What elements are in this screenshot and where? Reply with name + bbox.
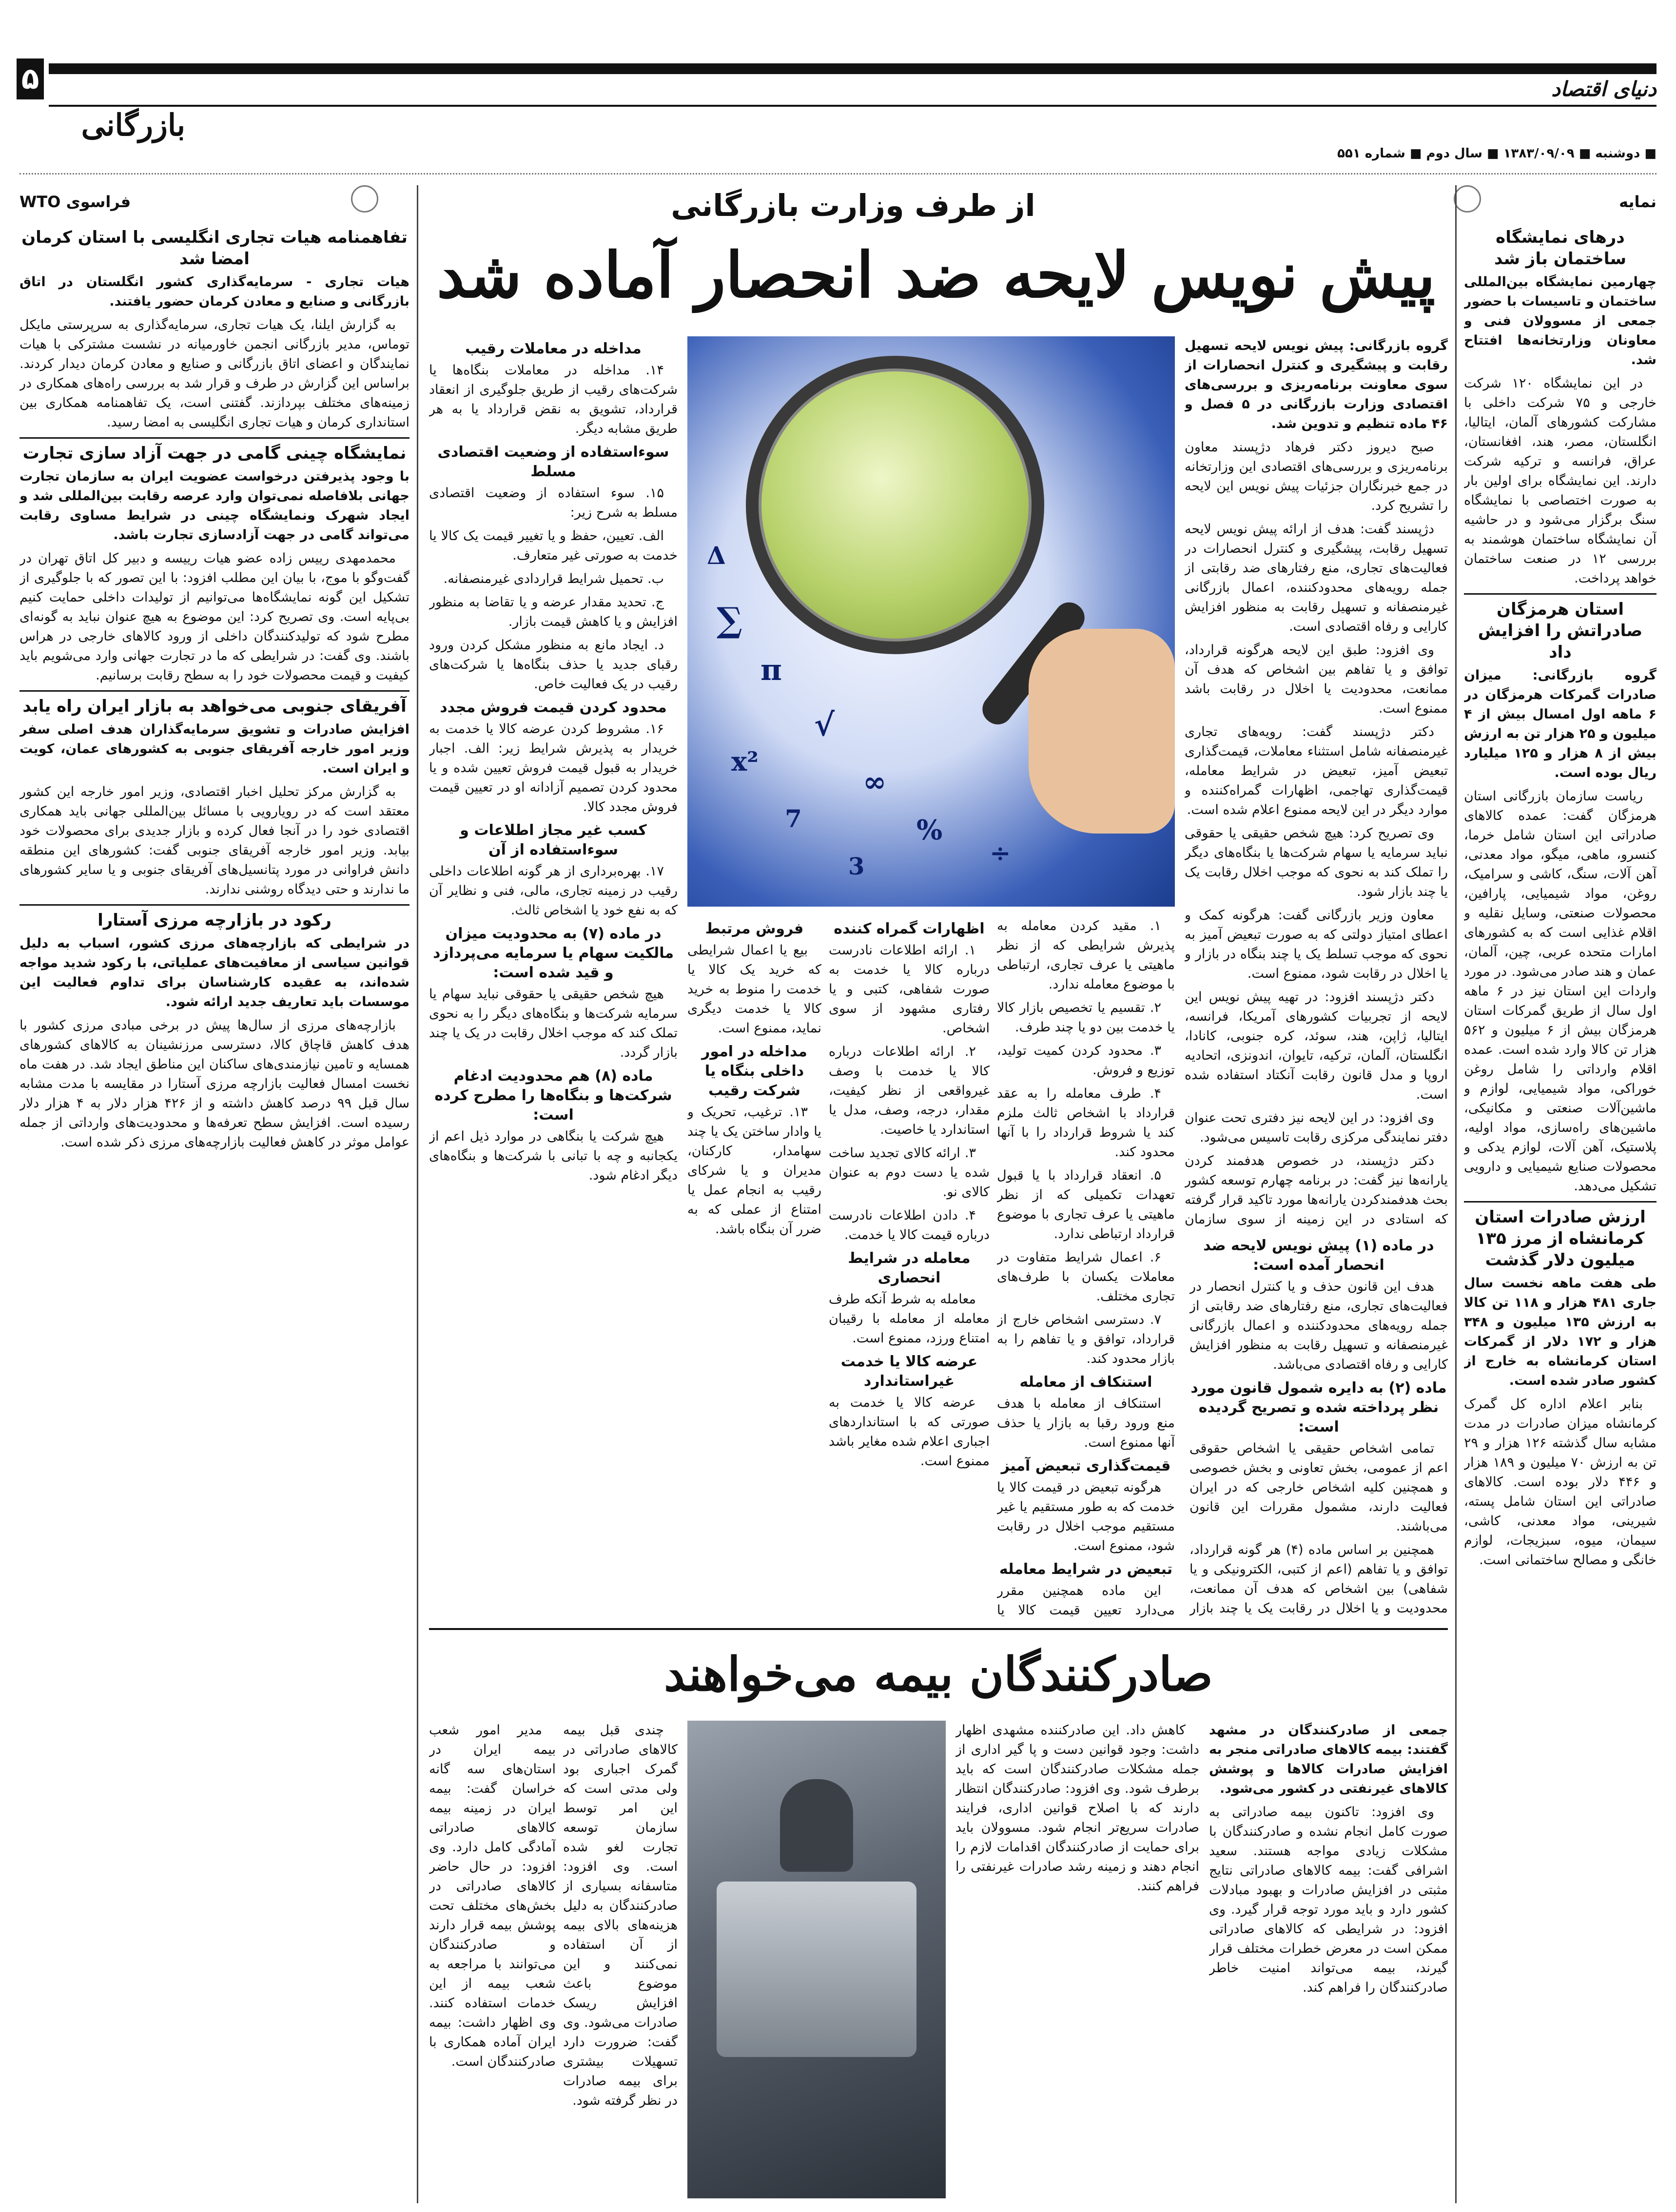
main-col4-head-2: معامله در شرایط انحصاری bbox=[848, 1250, 971, 1286]
main-col5-para-10: هیچ شرکت یا بنگاهی در موارد ذیل اعم از یکجانبه و چه با تبانی با شرکت‌ها و بنگاه‌های دیگر ادغام شود. bbox=[429, 1129, 678, 1183]
main-kicker: از طرف وزارت بازرگانی bbox=[671, 188, 1035, 223]
main-col3-para-6: هرگونه تبعیض در قیمت کالا یا خدمت که به طور مستقیم یا غیر مستقیم موجب اخلال در رقابت شود، ممنوع است. bbox=[997, 1480, 1175, 1553]
main-col2-head-1: در ماده (۱) پیش نویس لایحه ضد انحصار آمده است: bbox=[1203, 1237, 1434, 1274]
main-col5-para-2: ۱۵. سوء استفاده از وضعیت اقتصادی مسلط به شرح زیر: bbox=[429, 485, 678, 520]
main-col3-para-3: ۳. ارائه کالای تجدید ساخت شده یا دست دوم به عنوان کالای نو. bbox=[829, 1145, 990, 1200]
right-news-lead-1: چهارمین نمایشگاه بین‌المللی ساختمان و تاسیسات با حضور جمعی از مسوولان فنی و معاونان وزارتخانه‌ها افتتاح شد. bbox=[1464, 274, 1657, 368]
main-col1-para-4: دکتر دژپسند گفت: رویه‌های تجاری غیرمنصفانه شامل استثناء معاملات، قیمت‌گذاری تبعیض آمیز، تبعیض در شرایط معامله، قیمت‌گذاری تهاجمی، اظهارات گمراه‌کننده و موارد دیگر در این لایحه ممنوع اعلام شده است. bbox=[1185, 724, 1448, 817]
right-news-body-3: بنابر اعلام اداره کل گمرک کرمانشاه میزان صادرات در مدت مشابه سال گذشته ۱۲۶ هزار و ۲۹ تن به ارزش ۷۰ میلیون و ۱۸۹ هزار و ۴۴۶ دلار بوده است. کالاهای صادراتی این استان شامل پسته، شیرینی، مواد معدنی، کاشی، سیمان، میوه، سبزیجات، لوازم خانگی و مصالح ساختمانی است. bbox=[1464, 1397, 1657, 1568]
main-col2-para-8: ۵. انعقاد قرارداد با یا قبول تعهدات تکمیلی که از نظر ماهیتی یا عرف تجاری با موضوع قرارداد ارتباطی ندارد. bbox=[997, 1168, 1175, 1242]
main-article-column-5 bbox=[429, 336, 678, 1618]
left-news-lead-1: هیات تجاری - سرمایه‌گذاری کشور انگلستان در اتاق بازرگانی و صنایع و معادن کرمان حضور یافتند. bbox=[19, 274, 409, 309]
right-news-lead-3: طی هفت ماهه نخست سال جاری ۴۸۱ هزار و ۱۱۸ تن کالا به ارزش ۱۳۵ میلیون و ۳۴۸ هزار و ۱۷۲ دلار از گمرکات استان کرمانشاه به خارج از کشور صادر شده است. bbox=[1464, 1276, 1657, 1388]
main-col1-para-3: وی افزود: طبق این لایحه هرگونه قرارداد، توافق و یا تفاهم بین اشخاص که هدف آن ممانعت، محدودیت یا اخلال در رقابت باشد ممنوع است. bbox=[1185, 642, 1448, 716]
main-col3-head-3: قیمت‌گذاری تبعیض آمیز bbox=[1001, 1457, 1171, 1475]
main-col3-para-2: ۲. ارائه اطلاعات درباره کالا یا خدمت با وصف غیرواقعی از نظر کیفیت، مقدار، درجه، وصف، مدل یا استاندارد یا خاصیت. bbox=[829, 1044, 990, 1137]
main-col5-para-4: ب. تحمیل شرایط قراردادی غیرمنصفانه. bbox=[443, 571, 664, 586]
main-col1-para-7: دکتر دژپسند افزود: در تهیه پیش نویس این لایحه از تجربیات کشورهای آمریکا، فرانسه، ایتالیا، ژاپن، هند، سوئد، کره جنوبی، کانادا، انگلستان، آلمان، ترکیه، تایوان، اندونزی، اتحادیه اروپا و مدل قانون رقابت آنکتاد استفاده شده است. bbox=[1185, 990, 1448, 1102]
photo-glyph-2: π bbox=[760, 653, 782, 687]
main-col2-para-1: هدف این قانون حذف و یا کنترل انحصار در فعالیت‌های تجاری، منع رفتارهای ضد رقابتی از جمله رویه‌های محدودکننده و اعمال بازرگانی غیرمنصفانه و تسهیل رقابت به منظور افزایش کارایی و رفاه اقتصادی می‌باشد. bbox=[1189, 1279, 1448, 1372]
left-news-body-2: محمدمهدی رییس زاده عضو هیات رییسه و دبیر کل اتاق تهران در گفت‌وگو با موج، با بیان این مطلب افزود: با این تصور که با جلوگیری از تشکیل این گونه نمایشگاه‌ها می‌توانیم از تولیدات داخلی حمایت کنیم بی‌پایه است. وی تصریح کرد: این موضوع به هیچ عنوان نباید به گونه‌ای مطرح شود که تولیدکنندگان داخلی از ورود کالاهای خارجی در هراس باشند. وی گفت: در شرایطی که ما در تجارت جهانی وارد می‌شویم باید کیفیت و قیمت محصولات خود را به سطح رقابت برسانیم. bbox=[19, 551, 409, 683]
main-col5-head-6: ماده (۸) هم محدودیت ادغام شرکت‌ها و بنگاه‌ها را مطرح کرده است: bbox=[434, 1067, 672, 1124]
right-news-body-2: ریاست سازمان بازرگانی استان هرمزگان گفت: عمده کالاهای صادراتی این استان شامل خرما، کنسرو، ماهی، میگو، مواد معدنی، آهن آلات، سنگ، کاشی و سرامیک، روغن، مواد شیمیایی، پارافین، محصولات صنعتی، وسایل نقلیه و اقلام غذایی است که به کشورهای امارات متحده عربی، چین، آلمان، عمان و هند صادر می‌شود. در مورد واردات این استان نیز در ۶ ماهه اول سال از طریق گمرکات استان هرمزگان بیش از ۶ میلیون و ۵۶۲ هزار تن کالا وارد شده است. عمده اقلام وارداتی را شامل روغن خوراکی، مواد شیمیایی، لوازم و ماشین‌آلات صنعتی و مکانیکی، ماشین‌های راه‌سازی، مواد اولیه، پلاستیک، آهن آلات، لوازم یدکی و محصولات صنایع شیمیایی و دارویی تشکیل می‌دهد. bbox=[1464, 789, 1657, 1194]
main-lead: گروه بازرگانی: پیش نویس لایحه تسهیل رقابت و پیشگیری و کنترل انحصارات از سوی معاونت برنامه‌ریزی و بررسی‌های اقتصادی وزارت بازرگانی در ۵ فصل و ۴۶ ماده تنظیم و تدوین شد. bbox=[1185, 338, 1448, 431]
left-column-divider bbox=[417, 185, 418, 2203]
left-news-lead-4: در شرایطی که بازارچه‌های مرزی کشور، اسباب به دلیل قوانین سیاسی از معافیت‌های عملیاتی، با رکود شدید مواجه شده‌اند، به عقیده کارشناسان برای تداوم فعالیت این موسسات باید تعاریف جدید ارائه شود. bbox=[19, 936, 409, 1009]
left-news-body-4: بازارچه‌های مرزی از سال‌ها پیش در برخی مبادی مرزی کشور با هدف کاهش قاچاق کالا، دسترسی مرزنشینان به کالاهای کشورهای همسایه و تامین نیازمندی‌های ساکنان این مناطق ایجاد شد. در هفت ماه نخست امسال فعالیت بازارچه مرزی آستارا در مقایسه با مدت مشابه سال قبل ۹۹ درصد کاهش داشته و از ۴۲۶ هزار دلار به ۴ هزار دلار رسیده است. افزایش سطح تعرفه‌ها و محدودیت‌های وارداتی از جمله عوامل موثر در کاهش فعالیت بازارچه‌های مرزی ذکر شده است. bbox=[19, 1018, 409, 1150]
bottom-col4-para: مدیر امور شعب بیمه ایران در استان‌های سه گانه خراسان گفت: بیمه ایران در زمینه بیمه کالاهای صادراتی آمادگی کامل دارد. وی افزود: در حال حاضر کالاهای صادراتی در بخش‌های مختلف تحت پوشش بیمه قرار دارند و صادرکنندگان می‌توانند با مراجعه به شعب بیمه از این خدمات استفاده کنند. وی اظهار داشت: بیمه ایران آماده همکاری با صادرکنندگان است. bbox=[429, 1723, 556, 2069]
masthead-rule-top bbox=[49, 63, 1657, 74]
main-col2-para-5: ۲. تقسیم یا تخصیص بازار کالا یا خدمت بین دو یا چند طرف. bbox=[997, 1000, 1175, 1035]
main-col5-para-5: ج. تحدید مقدار عرضه و یا تقاضا به منظور افزایش و یا کاهش قیمت بازار. bbox=[429, 595, 678, 629]
main-col4-para-2: معامله به شرط آنکه طرف معامله از معامله با رقیبان امتناع ورزد، ممنوع است. bbox=[829, 1292, 990, 1346]
bottom-photo bbox=[687, 1721, 946, 2198]
newspaper-logo: دنیای اقتصاد bbox=[1551, 77, 1657, 101]
main-col2-para-11: این ماده همچنین مقرر می‌دارد تعیین قیمت کالا یا bbox=[997, 1583, 1175, 1618]
left-news-title-2: نمایشگاه چینی گامی در جهت آزاد سازی تجارت bbox=[19, 437, 409, 464]
dateline: ■ دوشنبه ■ ۱۳۸۳/۰۹/۰۹ ■ سال دوم ■ شماره ۵۵۱ bbox=[1337, 146, 1657, 161]
main-col3-para-4: ۴. دادن اطلاعات نادرست درباره قیمت کالا یا خدمت. bbox=[829, 1208, 990, 1242]
main-col5-para-1: ۱۴. مداخله در معاملات بنگاه‌ها یا شرکت‌های رقیب از طریق جلوگیری از انعقاد قرارداد، تشویق به نقض قرارداد یا به هر طریق مشابه دیگر. bbox=[429, 363, 678, 436]
left-news-column bbox=[19, 222, 409, 2196]
right-news-column bbox=[1464, 222, 1657, 2196]
bottom-story-rule bbox=[429, 1628, 1448, 1630]
main-col1-para-5: وی تصریح کرد: هیچ شخص حقیقی یا حقوقی نباید سرمایه یا سهام شرکت‌ها یا بنگاه‌های دیگر را تملک کند به نحوی که موجب اخلال رقابت یک یا چند بازار شود. bbox=[1185, 826, 1448, 899]
right-news-title-2: استان هرمزگان صادراتش را افزایش داد bbox=[1464, 593, 1657, 663]
left-news-title-1: تفاهمنامه هیات تجاری انگلیسی با استان کرمان امضا شد bbox=[21, 228, 408, 269]
side-label-left: فراسوی WTO bbox=[19, 193, 131, 211]
main-col2-para-4: ۱. مقید کردن معامله به پذیرش شرایطی که از نظر ماهیتی یا عرف تجاری، ارتباطی با موضوع معامله ندارد. bbox=[997, 918, 1175, 992]
photo-glyph-3: √ bbox=[814, 707, 835, 743]
photo-glyph-5: ∞ bbox=[863, 765, 887, 798]
main-col2-head-2: ماده (۲) به دایره شمول قانون مورد نظر پرداخته شده و تصریح گردیده است: bbox=[1190, 1379, 1447, 1436]
photo-glyph-7: % bbox=[916, 814, 943, 846]
main-col1-para-1: صبح دیروز دکتر فرهاد دژپسند معاون برنامه‌ریزی و بررسی‌های اقتصادی این وزارتخانه در جمع خبرنگاران جزئیات پیش نویس این لایحه را تشریح کرد. bbox=[1185, 440, 1448, 513]
main-col5-head-5: در ماده (۷) به محدودیت میزان مالکیت سهام یا سرمایه می‌پردازد و قید شده است: bbox=[432, 925, 674, 981]
main-article-column-4 bbox=[829, 916, 990, 1618]
magnifier-lens bbox=[746, 356, 1044, 654]
globe-icon-left bbox=[351, 185, 378, 213]
main-article-column-1 bbox=[1185, 336, 1448, 1228]
main-col2-para-10: ۷. دسترسی اشخاص خارج از قرارداد، توافق و یا تفاهم را به بازار محدود کند. bbox=[997, 1312, 1175, 1366]
main-col2-para-6: ۳. محدود کردن کمیت تولید، توزیع و فروش. bbox=[997, 1043, 1175, 1078]
bottom-lead: جمعی از صادرکنندگان در مشهد گفتند: بیمه کالاهای صادراتی منجر به افزایش صادرات کالاها و پوشش کالاهای غیرنفتی در کشور می‌شود. bbox=[1209, 1723, 1448, 1796]
photo-glyph-9: ÷ bbox=[990, 838, 1011, 868]
right-column-divider bbox=[1455, 185, 1457, 2203]
bottom-column-4 bbox=[429, 1721, 556, 2198]
main-col5-head-3: محدود کردن قیمت فروش مجدد bbox=[440, 699, 667, 716]
bottom-column-1 bbox=[1209, 1721, 1448, 2198]
main-col4-para-4: ۱۳. ترغیب، تحریک و یا وادار ساختن یک یا چند سهامدار، کارکنان، مدیران و یا شرکای رقیب به انجام عمل یا امتناع از عملی که به ضرر آن بنگاه باشد. bbox=[687, 1105, 821, 1237]
main-col4-para-3: عرضه کالا یا خدمت به صورتی که با استانداردهای اجباری اعلام شده مغایر باشد ممنوع است. bbox=[829, 1395, 990, 1469]
left-news-title-4: رکود در بازارچه مرزی آستارا bbox=[19, 904, 409, 931]
magnifier-photo bbox=[687, 336, 1175, 907]
main-col1-para-2: دژپسند گفت: هدف از ارائه پیش نویس لایحه تسهیل رقابت، پیشگیری و کنترل انحصارات در فعالیت‌های تجاری، منع رفتارهای ضد رقابتی از جمله رویه‌های محدودکننده، اعمال بازرگانی غیرمنصفانه و تسهیل رقابت به منظور افزایش کارایی و رفاه اقتصادی است. bbox=[1185, 522, 1448, 634]
main-col5-para-8: ۱۷. بهره‌برداری از هر گونه اطلاعات داخلی رقیب در زمینه تجاری، مالی، فنی و نظایر آن که به نفع خود یا اشخاص ثالث. bbox=[429, 864, 678, 918]
main-col2-para-2: تمامی اشخاص حقیقی یا اشخاص حقوقی اعم از عمومی، بخش تعاونی و بخش خصوصی و همچنین کلیه اشخاص خارجی که در ایران فعالیت دارند، مشمول مقررات این قانون می‌باشند. bbox=[1189, 1441, 1448, 1534]
bottom-col3-para: چندی قبل بیمه کالاهای صادراتی در گمرک اجباری بود ولی مدتی است که این امر توسط سازمان توسعه تجارت لغو شده است. وی افزود: متاسفانه بسیاری از صادرکنندگان به دلیل هزینه‌های بالای بیمه از آن استفاده نمی‌کنند و این موضوع باعث افزایش ریسک صادرات می‌شود. وی گفت: ضرورت دارد تسهیلات بیشتری برای بیمه صادرات در نظر گرفته شود. bbox=[563, 1723, 678, 2108]
left-news-lead-3: افزایش صادرات و تشویق سرمایه‌گذاران هدف اصلی سفر وزیر امور خارجه آفریقای جنوبی به کشورهای عمان، کویت و ایران است. bbox=[19, 722, 409, 776]
main-col5-head-2: سوءاستفاده از وضعیت اقتصادی مسلط bbox=[437, 444, 669, 480]
main-col5-para-7: ۱۶. مشروط کردن عرضه کالا یا خدمت به خریدار به پذیرش شرایط زیر: الف. اجبار خریدار به قبول قیمت فروش تعیین شده و یا محدود کردن تصمیم آزادانه او در تعیین قیمت فروش مجدد کالا. bbox=[429, 721, 678, 815]
main-col2-para-3: همچنین بر اساس ماده (۴) هر گونه قرارداد، توافق و یا تفاهم (اعم از کتبی، الکترونیکی و یا شفاهی) بین اشخاص که هدف آن ممانعت، محدودیت و یا اخلال در رقابت یک یا چند بازار bbox=[1189, 1542, 1448, 1616]
main-article-column-3 bbox=[997, 916, 1175, 1618]
main-col5-para-9: هیچ شخص حقیقی یا حقوقی نباید سهام یا سرمایه شرکت‌ها و بنگاه‌های دیگر را به نحوی تملک کند که موجب اخلال رقابت در یک یا چند بازار گردد. bbox=[429, 987, 678, 1060]
main-col5-head-1: مداخله در معاملات رقیب bbox=[465, 340, 642, 357]
page-number-box bbox=[17, 58, 44, 99]
bottom-photo-cargo-shape bbox=[717, 1882, 916, 2057]
main-col3-head-2: استنکاف از معامله bbox=[1019, 1374, 1152, 1391]
hand-holding-magnifier bbox=[1029, 629, 1175, 834]
main-col5-para-3: الف. تعیین، حفظ و یا تغییر قیمت یک کالا یا خدمت به صورتی غیر متعارف. bbox=[429, 528, 678, 563]
side-label-right: نمایه bbox=[1619, 193, 1657, 211]
left-news-body-3: به گزارش مرکز تحلیل اخبار اقتصادی، وزیر امور خارجه این کشور معتقد است که در رویارویی با مسائل بین‌المللی جهانی باید همکاری اقتصادی خود را در آنجا فعال کرده و بازار جدیدی برای محصولات خود بیابد. وزیر امور خارجه آفریقای جنوبی گفت: کشورهای این منطقه دانش فراوانی در مورد پتانسیل‌های آفریقای جنوبی و یا سایر کشورهای ما ندارند و حتی دیدگاه روشنی ندارند. bbox=[19, 784, 409, 897]
main-col2-para-9: ۶. اعمال شرایط متفاوت در معاملات یکسان با طرف‌های تجاری مختلف. bbox=[997, 1250, 1175, 1304]
masthead-rule-mid bbox=[49, 105, 1657, 107]
main-col3-head-4: تبعیض در شرایط معامله bbox=[999, 1561, 1173, 1578]
main-col5-head-4: کسب غیر مجاز اطلاعات و سوءاستفاده از آن bbox=[460, 822, 647, 858]
right-news-body-1: در این نمایشگاه ۱۲۰ شرکت خارجی و ۷۵ شرکت داخلی با مشارکت کشورهای آلمان، ایتالیا، انگلستان، مصر، هند، افغانستان، عراق، فرانسه و ترکیه شرکت دارند. این نمایشگاه برای اولین بار به صورت اختصاصی با نمایشگاه سنگ برگزار می‌شود و در حاشیه آن نمایشگاه ساختمان هوشمند به بررسی ۱۲ در صنعت ساختمان خواهد پرداخت. bbox=[1464, 376, 1657, 586]
bottom-headline: صادرکنندگان بیمه می‌خواهند bbox=[664, 1647, 1213, 1702]
main-col2-para-7: ۴. طرف معامله را به عقد قرارداد با اشخاص ثالث ملزم کند یا شروط قرارداد را با آنها محدود کند. bbox=[997, 1086, 1175, 1160]
right-news-title-1: درهای نمایشگاه ساختمان باز شد bbox=[1494, 228, 1627, 269]
bottom-column-3 bbox=[563, 1721, 678, 2198]
left-news-title-3: آفریقای جنوبی می‌خواهد به بازار ایران راه یابد bbox=[19, 690, 409, 717]
main-col3-para-1: ۱. ارائه اطلاعات نادرست درباره کالا یا خدمت به صورت شفاهی، کتبی و یا رفتاری مشهود از سوی اشخاص. bbox=[829, 943, 990, 1036]
photo-glyph-4: x² bbox=[731, 746, 759, 777]
page-number: ۵ bbox=[21, 62, 39, 96]
left-news-body-1: به گزارش ایلنا، یک هیات تجاری، سرمایه‌گذاری به سرپرستی مایکل توماس، مدیر بازرگانی انجمن خاورمیانه در نشست مشترکی با هیات نمایندگان و اعضای اتاق بازرگانی و صنایع و معادن کرمان دیدار کردند. براساس این گزارش در طرف و قرار شد به بررسی راه‌های همکاری در زمینه‌های مختلف بپردازند. گفتنی است، یک تفاهمنامه همکاری بین استانداری کرمان و هیات تجاری انگلیسی به امضا رسید. bbox=[19, 317, 409, 430]
main-col5-para-6: د. ایجاد مانع به منظور مشکل کردن ورود رقبای جدید یا حذف بنگاه‌ها یا شرکت‌های رقیب در یک فعالیت خاص. bbox=[429, 638, 678, 692]
bottom-photo-person-shape bbox=[780, 1779, 853, 1872]
right-news-title-3: ارزش صادرات استان کرمانشاه از مرز ۱۳۵ میلیون دلار گذشت bbox=[1464, 1201, 1657, 1271]
photo-glyph-6: 7 bbox=[785, 804, 802, 833]
photo-glyph-1: ∑ bbox=[717, 600, 742, 640]
main-col4-para-1: بیع یا اعمال شرایطی که خرید یک کالا یا خدمت را منوط به خرید کالا یا خدمت دیگری نماید، ممنوع است. bbox=[687, 943, 821, 1036]
globe-icon-right bbox=[1454, 185, 1481, 213]
photo-glyph-8: Δ bbox=[707, 541, 726, 570]
section-title: بازرگانی bbox=[81, 107, 185, 143]
main-col3-para-5: استنکاف از معامله با هدف منع ورود رقبا به بازار یا حذف آنها ممنوع است. bbox=[997, 1396, 1175, 1450]
main-col1-para-8: وی افزود: در این لایحه نیز دفتری تحت عنوان دفتر نمایندگی مرکزی رقابت تاسیس می‌شود. bbox=[1185, 1110, 1448, 1145]
main-col4-head-3: عرضه کالا یا خدمت غیراستاندارد bbox=[840, 1353, 978, 1390]
bottom-col1-para: وی افزود: تاکنون بیمه صادراتی به صورت کامل انجام نشده و صادرکنندگان با مشکلات زیادی مواجه هستند. سعید اشرافی گفت: بیمه کالاهای صادراتی نتایج مثبتی در افزایش صادرات و بهبود مبادلات کشور دارد و باید مورد توجه قرار گیرد. وی افزود: در شرایطی که کالاهای صادراتی ممکن است در معرض خطرات مختلف قرار گیرند، بیمه می‌تواند امنیت خاطر صادرکنندگان را فراهم کند. bbox=[1209, 1805, 1448, 1995]
main-col1-para-9: دکتر دژپسند، در خصوص هدفمند کردن یارانه‌ها نیز گفت: در برنامه چهارم توسعه کشور بحث هدفمندکردن یارانه‌ها مورد تاکید قرار گرفته که استادی در این زمینه از سوی سازمان bbox=[1185, 1153, 1448, 1227]
masthead-dotted-rule bbox=[19, 173, 1657, 175]
main-article-column-2-body bbox=[1189, 1233, 1448, 1618]
bottom-column-2 bbox=[955, 1721, 1199, 2198]
main-col4-head-1: فروش مرتبط bbox=[705, 920, 804, 937]
bottom-col2-para: کاهش داد. این صادرکننده مشهدی اظهار داشت: وجود قوانین دست و پا گیر اداری از جمله مشکلات صادرکنندگان است که باید برطرف شود. وی افزود: صادرکنندگان انتظار دارند که با اصلاح قوانین اداری، فرایند صادرات سریع‌تر انجام شود. مسوولان باید برای حمایت از صادرکنندگان اقدامات لازم را انجام دهند و زمینه رشد صادرات غیرنفتی را فراهم کنند. bbox=[955, 1723, 1199, 1894]
main-headline: پیش نویس لایحه ضد انحصار آماده شد bbox=[436, 239, 1436, 312]
main-article-column-4b bbox=[687, 916, 821, 1618]
main-col4-head-4: مداخله در امور داخلی بنگاه یا شرکت رقیب bbox=[702, 1043, 807, 1099]
photo-glyph-10: 3 bbox=[848, 853, 865, 880]
main-col3-head-1: اظهارات گمراه کننده bbox=[834, 920, 985, 937]
left-news-lead-2: با وجود پذیرفتن درخواست عضویت ایران به سازمان تجارت جهانی بلافاصله نمی‌توان وارد عرصه رقابت بین‌المللی شد و ایجاد شهرک ونمایشگاه چینی در شرایط مساوی رقابت می‌تواند گامی در جهت آزادسازی تجارت باشد. bbox=[19, 469, 409, 543]
right-news-lead-2: گروه بازرگانی: میزان صادرات گمرکات هرمزگان در ۶ ماهه اول امسال بیش از ۴ میلیون و ۲۵ هزار تن به ارزش بیش از ۸ هزار و ۱۲۵ میلیارد ریال بوده است. bbox=[1464, 668, 1657, 780]
main-col1-para-6: معاون وزیر بازرگانی گفت: هرگونه کمک و اعطای امتیاز دولتی که به صورت تبعیض آمیز به نحوی که موجب تسلط یک یا چند بنگاه در بازار و یا اخلال در رقابت شود، ممنوع است. bbox=[1185, 908, 1448, 981]
